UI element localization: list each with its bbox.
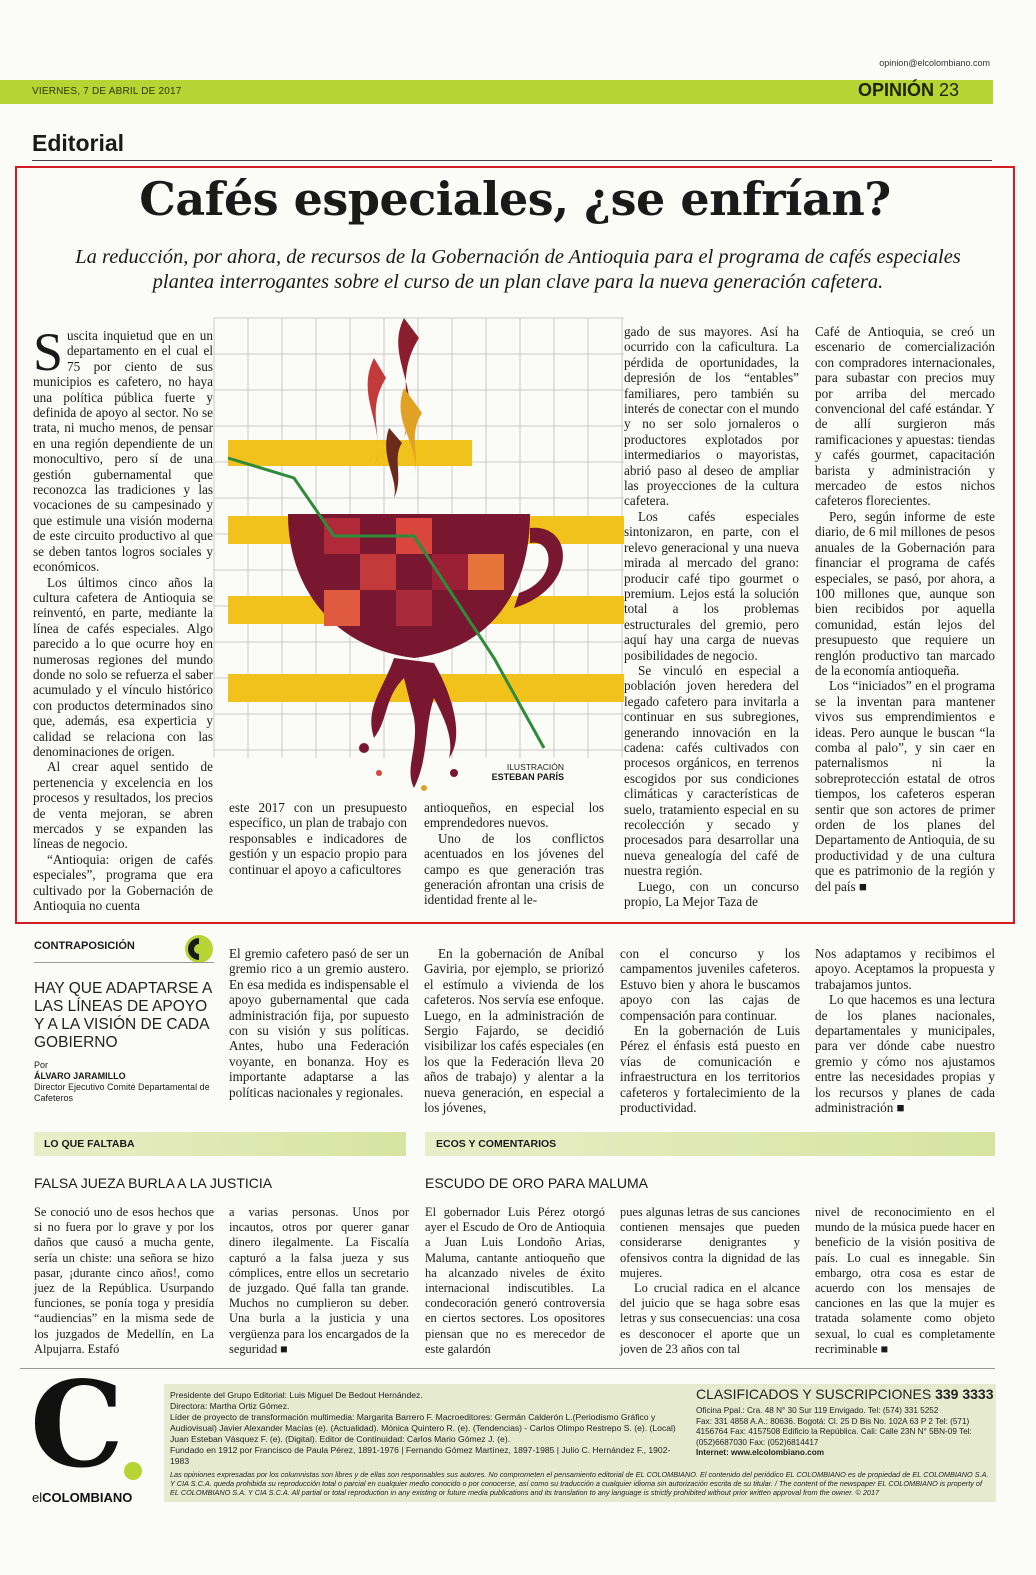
- classifieds-line-3: 4156764 Fax: 4157508 Edificio la República. Cali: Calle 23N N° 5BN-09 Tel:: [696, 1427, 972, 1436]
- contraposicion-byline: [34, 1060, 214, 1104]
- editorial-col1-p3: Al crear aquel sentido de pertenencia y excelencia en los procesos y resultados, los precios de venta mejoran, se abren mercados y se expanden las líneas de negocio.: [33, 759, 213, 852]
- contraposicion-rule: [34, 962, 214, 963]
- contraposicion-icon: [184, 934, 214, 964]
- footer-rule: [20, 1368, 995, 1369]
- logo-el: el: [32, 1490, 43, 1505]
- contraposicion-col3-p2: En la gobernación de Luis Pérez el énfasis está puesto en vías de comunicación e infraestructura en los territorios cafeteros y fortalecimiento de la productividad.: [620, 1023, 800, 1116]
- illustration-credit: [484, 762, 564, 782]
- editorial-col2-p1: este 2017 con un presupuesto específico, un plan de trabajo con responsables e indicadores de gestión y un espacio propio para continuar el apoyo a caficultores: [229, 800, 407, 877]
- editorial-col4-p2: Los cafés especiales sintonizaron, en parte, con el relevo generacional y una nueva mirada al mercado del grano: producir café tipo gourmet o premium. Lejos está la solución total a los problemas estructurales del gremio, pero aquí hay una carga de nuevas posibilidades de negocio.: [624, 508, 799, 663]
- byline-por: Por: [34, 1060, 49, 1070]
- loquefaltaba-col-1: [34, 1205, 214, 1355]
- classifieds-info: [696, 1406, 992, 1459]
- ecos-col2-p2: Lo crucial radica en el alcance del juicio que se haga sobre esas letras y sus consecuencias: una cosa es desconocer el aporte que un joven de 23 años con tal: [620, 1281, 800, 1356]
- editorial-col3-p2: Uno de los conflictos acentuados en los jóvenes del campo es que generación tras generación afrontan una crisis de identidad frente al le-: [424, 830, 604, 908]
- contraposicion-col3-p1: con el concurso y los campamentos juveniles cafeteros. Estuvo bien y ahora le buscamos apoyo con las cajas de compensación para continuar.: [620, 946, 800, 1023]
- elcolombiano-logo: [28, 1355, 158, 1508]
- section-name: OPINIÓN: [858, 80, 935, 100]
- masthead-line-3: Líder de proyecto de transformación multimedia: Margarita Barrero F. Macroeditores: Germán Calderón L.(Periodismo Gráfico y: [170, 1412, 656, 1422]
- header-section: [858, 80, 959, 101]
- classifieds-title-row: [696, 1386, 994, 1402]
- contraposicion-col4-p2: Lo que hacemos es una lectura de los planes nacionales, departamentales y municipales, para ver dónde cabe nuestro gremio y cómo nos ajustamos entre las necesidades propias y los recursos y planes de cada administración ■: [815, 992, 995, 1116]
- ecos-label: ECOS Y COMENTARIOS: [436, 1138, 557, 1150]
- footer-disclaimer: Las opiniones expresadas por los columnistas son libres y de ellas son responsables sus autores. No comprometen el pensamiento editorial de EL COLOMBIANO. El contenido del periódico EL COLOMBIANO es de propiedad de EL COLOMBIANO S.A. Y CIA S.C.A. queda prohibida su reproducción total o parcial en cualquier medio conocido o por conocerse, así como su traducción a cualquier idioma sin autorización escrita de su titular. / The content of the newspaper EL COLOMBIANO is property of EL COLOMBIANO S.A. Y CIA S.C.A. All partial or total reproduction in any existing or future media publications and its translation to any language is strictly prohibited without prior written approval from the owner. © 2017: [170, 1470, 989, 1497]
- illustration-credit-label: ILUSTRACIÓN: [506, 762, 564, 772]
- ecos-col-1: [425, 1205, 605, 1355]
- classifieds-line-1: Oficina Ppal.: Cra. 48 N° 30 Sur 119 Envigado. Tel: (574) 331 5252: [696, 1406, 939, 1415]
- logo-name: COLOMBIANO: [42, 1490, 133, 1505]
- contraposicion-col-3: [620, 946, 800, 1116]
- editorial-col4-p4: Luego, con un concurso propio, La Mejor Taza de: [624, 878, 799, 910]
- loquefaltaba-headline: FALSA JUEZA BURLA A LA JUSTICIA: [34, 1175, 273, 1191]
- ecos-col3-text: nivel de reconocimiento en el mundo de la música puede hacer en beneficio de la visión positiva de país. Lo cual es innegable. Sin embargo, otra cosa es estar de acuerdo con los mensajes de canciones en las que la mujer es tratada solamente como objeto sexual, lo cual es completamente recriminable ■: [815, 1205, 995, 1356]
- logo-letter: C: [30, 1355, 124, 1494]
- editorial-col5-p1: Café de Antioquia, se creó un escenario de comercialización con compradores internacionales, para subastar con precios muy por arriba del mercado convencional del café estándar. Y de allí surgieron más ramificaciones y apuestas: tiendas y cafés gourmet, capacitación barista y administración y mercadeo de estos nichos cafeteros florecientes.: [815, 324, 995, 509]
- editorial-title: Cafés especiales, ¿se enfrían?: [139, 172, 891, 226]
- classifieds-title: CLASIFICADOS Y SUSCRIPCIONES: [696, 1386, 932, 1402]
- editorial-col-3: [424, 800, 604, 908]
- editorial-col-4: [624, 324, 799, 908]
- editorial-col-2: [229, 800, 407, 908]
- masthead-line-4: Audiovisual) Javier Alexander Macías (e). (Actualidad). Mónica Quintero R. (e). (Tendencias) - Carlos Olimpo Restrepo S. (e). (Local): [170, 1423, 676, 1433]
- header-date: VIERNES, 7 DE ABRIL DE 2017: [32, 86, 182, 97]
- editorial-col-1: [33, 322, 213, 914]
- editorial-col4-p1: gado de sus mayores. Así ha ocurrido con la caficultura. La pérdida de oportunidades, la depresión de los “entables” familiares, pero también su interés de conectar con el mundo y no ser solo jornaleros o productores explotados por intermediarios o mayoristas, abrió paso al deseo de ampliar las proyecciones de la cultura cafetera.: [624, 324, 799, 509]
- logo-wordmark: [32, 1490, 132, 1505]
- editorial-col3-p1: antioqueños, en especial los emprendedores nuevos.: [424, 800, 604, 831]
- loquefaltaba-col1-text: Se conoció uno de esos hechos que si no fuera por lo grave y por los daños que causó a mucha gente, sería un chiste: una señora se hizo pasar, ¡durante cinco años!, como juez de la República. Usurpando funciones, se ponía toga y presidía “audiencias” en la misma sede de los juzgados de Medellín, en La Alpujarra. Estafó: [34, 1205, 214, 1356]
- loquefaltaba-label: LO QUE FALTABA: [44, 1138, 135, 1150]
- header-email: opinion@elcolombiano.com: [879, 58, 990, 68]
- contraposicion-col4-p1: Nos adaptamos y recibimos el apoyo. Aceptamos la propuesta y trabajamos juntos.: [815, 946, 995, 992]
- masthead-credits: [170, 1390, 680, 1467]
- editorial-col1-p2: Los últimos cinco años la cultura cafetera de Antioquia se reinventó, en parte, mediante la línea de cafés especiales. Algo parecido a lo que ocurre hoy en numerosas regiones del mundo donde no solo se refuerza el saber acumulado y el vínculo histórico con productos determinados sino que, además, esa experticia y calidad se relaciona con las denominaciones de origen.: [33, 574, 213, 759]
- masthead-line-2: Directora: Martha Ortiz Gómez.: [170, 1401, 290, 1411]
- ecos-col-2: [620, 1205, 800, 1355]
- editorial-col1-p1: uscita inquietud que en un departamento en el cual el 75 por ciento de sus municipios es cafetero, no haya una política pública fuerte y definida de apoyo al sector. No se trata, ni mucho menos, de pensar en una región dependiente de un monocultivo, pero sí de una gestión gubernamental que reconozca las tradiciones y las vocaciones de su campesinado y que estimule una visión moderna de este circuito productivo al que se deben tantos logros sociales y económicos.: [33, 328, 213, 575]
- editorial-col-5: [815, 324, 995, 908]
- dropcap: S: [33, 322, 64, 382]
- contraposicion-col-2: [424, 946, 604, 1116]
- editorial-rule: [32, 160, 992, 161]
- coffee-illustration: [214, 318, 624, 798]
- editorial-col4-p3: Se vinculó en especial a población joven heredera del legado cafetero para invitarla a continuar en sus subregiones, generando innovación en la cadena: cafés cultivados con procesos orgánicos, en terrenos escogidos por sus condiciones climáticas y características de suelo, tratamiento especial en su recolección y secado y procesados para desarrollar una nueva genealogía del café de nuestra región.: [624, 662, 799, 879]
- editorial-col1-p4: “Antioquia: origen de cafés especiales”, programa que era cultivado por la Gobernación de Antioquia no cuenta: [33, 851, 213, 914]
- editorial-col5-p3: Los “iniciados” en el programa se la inventan para mantener vivos sus emprendimientos e ideas. Pero aunque le buscan “la comba al palo”, y sin caer en paternalismos ni la sobreprotección estatal de otros tiempos, los cafeteros esperan sentir que son actores de primer orden de los planes del Departamento de Antioquia, de su productividad y de una cultura que es patrimonio de la región y del país ■: [815, 678, 995, 894]
- masthead-line-1: Presidente del Grupo Editorial: Luis Miguel De Bedout Hernández.: [170, 1390, 423, 1400]
- masthead-line-6: Fundado en 1912 por Francisco de Paula Pérez, 1891-1976 | Fernando Gómez Martínez, 1897-1985 | Julio C. Hernández F., 1902-1983: [170, 1445, 671, 1466]
- ecos-col-3: [815, 1205, 995, 1355]
- contraposicion-col2-text: En la gobernación de Aníbal Gaviria, por ejemplo, se priorizó el estímulo a vivienda de los cafeteros. Nos servía ese enfoque. Luego, en la administración de Sergio Fajardo, se decidió visibilizar los cafés especiales (en los que la Federación lleva 20 años de trabajo) y alentar a la nueva generación, en especial a los jóvenes,: [424, 946, 604, 1116]
- classifieds-line-5: Internet: www.elcolombiano.com: [696, 1448, 824, 1457]
- contraposicion-label: CONTRAPOSICIÓN: [34, 940, 135, 952]
- page-number: 23: [939, 80, 960, 100]
- editorial-col5-p2: Pero, según informe de este diario, de 6 mil millones de pesos anuales de la Gobernación para financiar el programa de cafés especiales, se pasó, por ahora, a 100 millones que, aunque son bien recibidos por aquella comunidad, están lejos del presupuesto que requiere un renglón productivo tan marcado de la economía antioqueña.: [815, 508, 995, 678]
- contraposicion-col-4: [815, 946, 995, 1116]
- steam: [368, 318, 422, 498]
- masthead-line-5: Juan Esteban Vásquez F. (e). (Digital). Editor de Continuidad: Carlos Mario Gómez J. (e).: [170, 1434, 511, 1444]
- contraposicion-col-1: [229, 946, 409, 1106]
- classifieds-phone: 339 3333: [935, 1386, 994, 1402]
- contraposicion-col1-text: El gremio cafetero pasó de ser un gremio rico a un gremio austero. En esa medida es indispensable el apoyo gubernamental que cada administración fija, por supuesto con su visión y sus políticas. Antes, hubo una Federación voyante, en bonanza. Hoy es importante adaptarse a las políticas nacionales y regionales.: [229, 946, 409, 1100]
- classifieds-line-4: (052)6687030 Fax: (052)6814417: [696, 1437, 819, 1447]
- editorial-subtitle: La reducción, por ahora, de recursos de la Gobernación de Antioquia para el programa de cafés especiales plantea interrogantes sobre el curso de un plan clave para la nueva generación cafetera.: [75, 246, 961, 293]
- byline-role: Director Ejecutivo Comité Departamental de Cafeteros: [34, 1082, 210, 1103]
- ecos-col1-text: El gobernador Luis Pérez otorgó ayer el Escudo de Oro de Antioquia a Juan Luis Londoño Arias, Maluma, cantante antioqueño que ha alcanzado niveles de éxito internacional indiscutibles. La condecoración generó controversia en ciertos sectores. Los opositores piensan que no es merecedor de este galardón: [425, 1205, 605, 1356]
- byline-author: ÁLVARO JARAMILLO: [34, 1071, 126, 1081]
- ecos-headline: ESCUDO DE ORO PARA MALUMA: [425, 1175, 649, 1191]
- logo-dot-icon: [124, 1462, 142, 1480]
- editorial-label: Editorial: [32, 130, 125, 156]
- loquefaltaba-col2-text: a varias personas. Unos por incautos, otros por querer ganar dinero ilegalmente. La Fiscalía capturó a la falsa jueza y sus cómplices, entre ellos un secretario de juzgado. Qué falla tan grande. Muchos no cumplieron su deber. Una burla a la justicia y una vergüenza para los encargados de la seguridad ■: [229, 1205, 409, 1356]
- classifieds-line-2: Fax: 331 4858 A.A.: 80636. Bogotá: Cl. 25 D Bis No. 102A 63 P 2 Tel: (571): [696, 1416, 970, 1426]
- loquefaltaba-col-2: [229, 1205, 409, 1355]
- illustrator-name: ESTEBAN PARÍS: [491, 772, 564, 782]
- contraposicion-headline: HAY QUE ADAPTARSE A LAS LÍNEAS DE APOYO Y A LA VISIÓN DE CADA GOBIERNO: [34, 980, 212, 1051]
- ecos-col2-p1: pues algunas letras de sus canciones contienen mensajes que pueden considerarse denigrantes y ofensivos contra la dignidad de las mujeres.: [620, 1205, 800, 1280]
